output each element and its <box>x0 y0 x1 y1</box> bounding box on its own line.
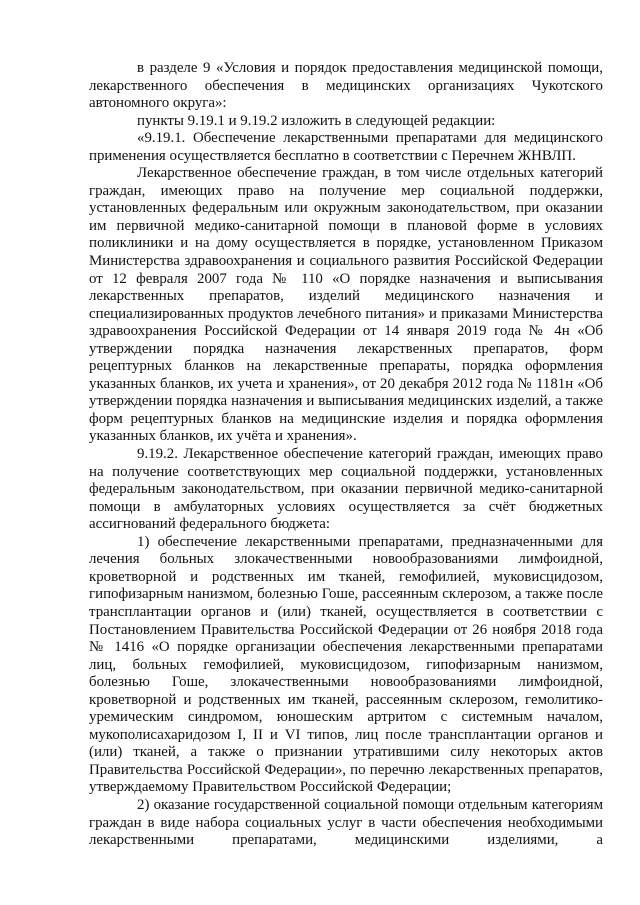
paragraph-9-19-1: «9.19.1. Обеспечение лекарственными препаратами для медицинского применения осуществляется бесплатно в соответствии с Перечнем ЖНВЛП. <box>89 130 603 164</box>
paragraph-item-1: 1) обеспечение лекарственными препаратами, предназначенными для лечения больных злокачественными новообразованиями лимфоидной, кроветворной и родственных им тканей, гемофилией, муковисцидозом, гипофизарным нанизмом, болезнью Гоше, рассеянным склерозом, а также после трансплантации органов и (или) тканей, осуществляется в соответствии с Постановлением Правительства Российской Федерации от 26 ноября 2018 года № 1416 «О порядке организации обеспечения лекарственными препаратами лиц, больных гемофилией, муковисцидозом, гипофизарным нанизмом, болезнью Гоше, злокачественными новообразованиями лимфоидной, кроветворной и родственных им тканей, рассеянным склерозом, гемолитико-уремическим синдромом, юношеским артритом с системным началом, мукополисахаридозом I, II и VI типов, лиц после трансплантации органов и (или) тканей, а также о признании утратившими силу некоторых актов Правительства Российской Федерации», по перечню лекарственных препаратов, утверждаемому Правительством Российской Федерации; <box>89 533 603 796</box>
paragraph-item-2: 2) оказание государственной социальной помощи отдельным категориям граждан в виде набора социальных услуг в части обеспечения необходимыми лекарственными препаратами, медицинскими изделиями, а <box>89 796 603 849</box>
paragraph-drug-provision: Лекарственное обеспечение граждан, в том числе отдельных категорий граждан, имеющих право на получение мер социальной поддержки, установленных федеральным или окружным законодательством, при оказании им первичной медико-санитарной помощи в плановой форме в условиях поликлиники и на дому осуществляется в порядке, установленном Приказом Министерства здравоохранения и социального развития Российской Федерации от 12 февраля 2007 года № 110 «О порядке назначения и выписывания лекарственных препаратов, изделий медицинского назначения и специализированных продуктов лечебного питания» и приказами Министерства здравоохранения Российской Федерации от 14 января 2019 года № 4н «Об утверждении порядка назначения лекарственных препаратов, форм рецептурных бланков на лекарственные препараты, порядка оформления указанных бланков, их учета и хранения», от 20 декабря 2012 года № 1181н «Об утверждении порядка назначения и выписывания медицинских изделий, а также форм рецептурных бланков на медицинские изделия и порядка оформления указанных бланков, их учёта и хранения». <box>89 165 603 445</box>
paragraph-9-19-2: 9.19.2. Лекарственное обеспечение категорий граждан, имеющих право на получение соответствующих мер социальной поддержки, установленных федеральным законодательством, при оказании первичной медико-санитарной помощи в амбулаторных условиях осуществляется за счёт бюджетных ассигнований федерального бюджета: <box>89 446 603 533</box>
paragraph-points-instruction: пункты 9.19.1 и 9.19.2 изложить в следующей редакции: <box>137 112 496 129</box>
document-body <box>89 60 603 850</box>
paragraph-section-9-intro: в разделе 9 «Условия и порядок предоставления медицинской помощи, лекарственного обеспечения в медицинских организациях Чукотского автономного округа»: <box>89 60 603 112</box>
